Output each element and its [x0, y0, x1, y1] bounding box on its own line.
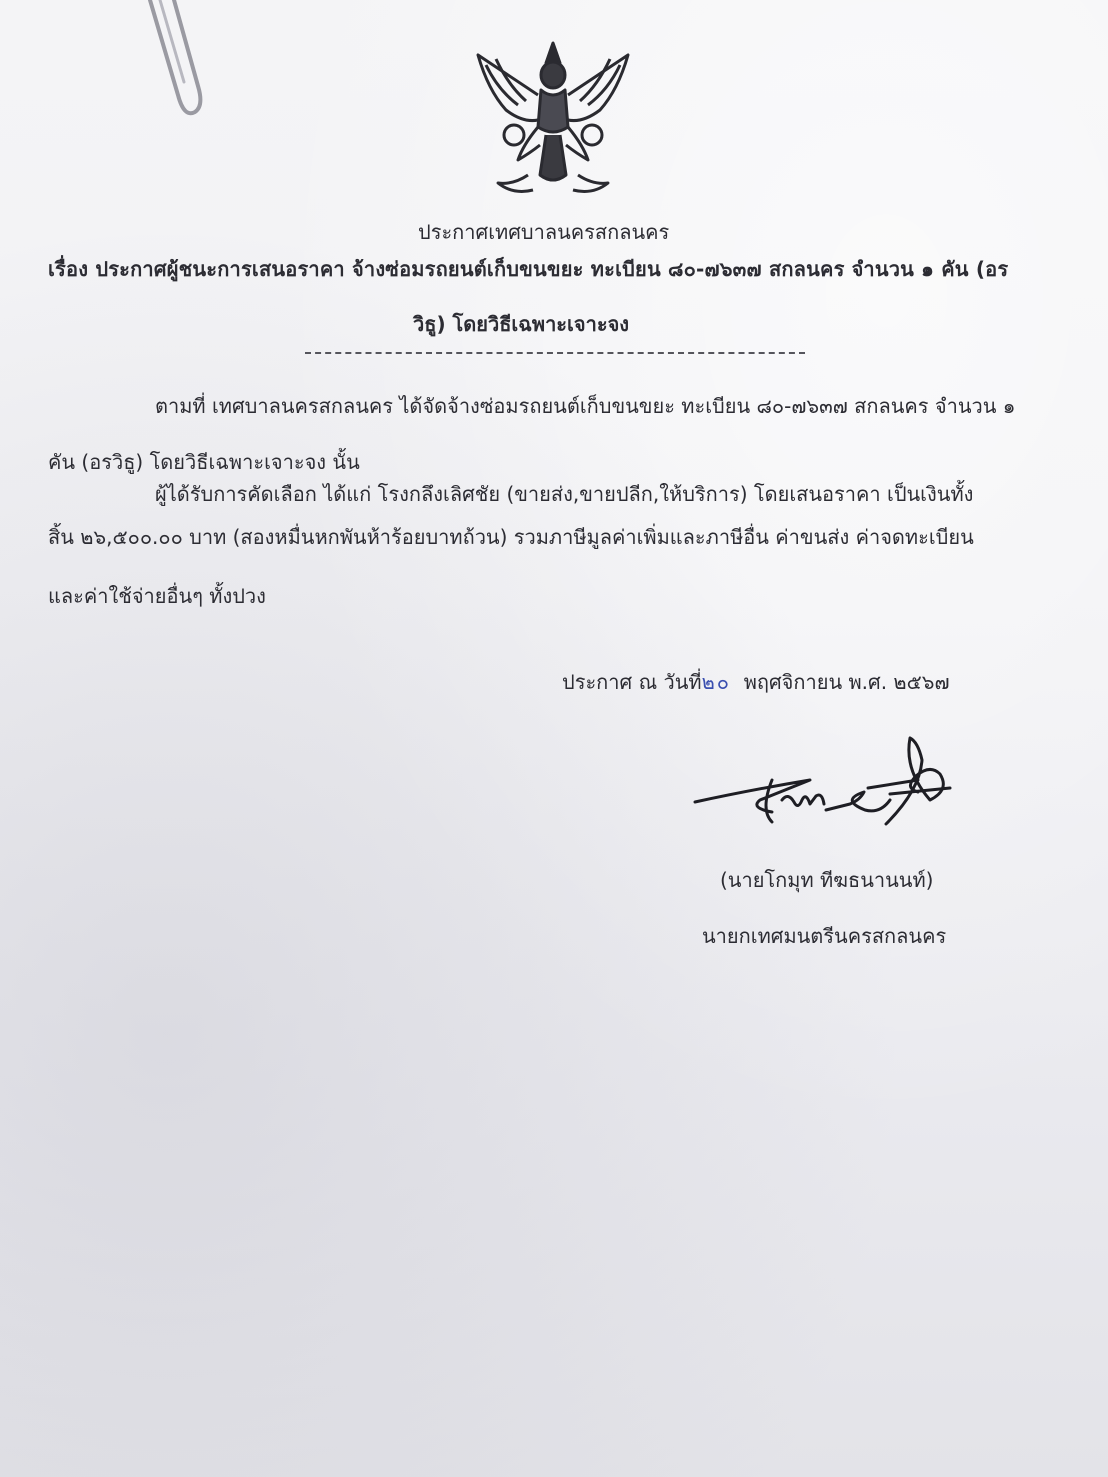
- date-prefix: ประกาศ ณ วันที่: [562, 670, 702, 694]
- subject-line-1: เรื่อง ประกาศผู้ชนะการเสนอราคา จ้างซ่อมรถยนต์เก็บขนขยะ ทะเบียน ๘๐-๗๖๓๗ สกลนคร จำนวน ๑ คัน (อร: [48, 257, 1009, 281]
- date-day-handwritten: ๒๐: [701, 670, 731, 694]
- handwritten-signature: [690, 730, 970, 840]
- paperclip-icon: [140, 0, 210, 130]
- date-suffix: พฤศจิกายน พ.ศ. ๒๕๖๗: [743, 670, 950, 694]
- signer-position: นายกเทศมนตรีนครสกลนคร: [702, 924, 947, 948]
- paragraph-2-line-1: ผู้ได้รับการคัดเลือก ได้แก่ โรงกลึงเลิศชัย (ขายส่ง,ขายปลีก,ให้บริการ) โดยเสนอราคา เป็นเงินทั้ง: [155, 482, 974, 506]
- paragraph-1-line-1: ตามที่ เทศบาลนครสกลนคร ได้จัดจ้างซ่อมรถยนต์เก็บขนขยะ ทะเบียน ๘๐-๗๖๓๗ สกลนคร จำนวน ๑: [155, 394, 1016, 418]
- announcement-date: [562, 668, 950, 696]
- paragraph-1-line-2: คัน (อรวิธู) โดยวิธีเฉพาะเจาะจง นั้น: [48, 450, 360, 474]
- paragraph-2-line-2: สิ้น ๒๖,๕๐๐.๐๐ บาท (สองหมื่นหกพันห้าร้อยบาทถ้วน) รวมภาษีมูลค่าเพิ่มและภาษีอื่น ค่าขนส่ง ค่าจดทะเบียน: [48, 525, 974, 549]
- separator-line: [305, 352, 805, 354]
- signer-name: (นายโกมุท ทีฆธนานนท์): [720, 868, 934, 892]
- document-title: ประกาศเทศบาลนครสกลนคร: [418, 220, 670, 244]
- paragraph-3: และค่าใช้จ่ายอื่นๆ ทั้งปวง: [48, 584, 266, 608]
- garuda-emblem-icon: [468, 35, 638, 205]
- subject-line-2: วิธู) โดยวิธีเฉพาะเจาะจง: [413, 312, 630, 336]
